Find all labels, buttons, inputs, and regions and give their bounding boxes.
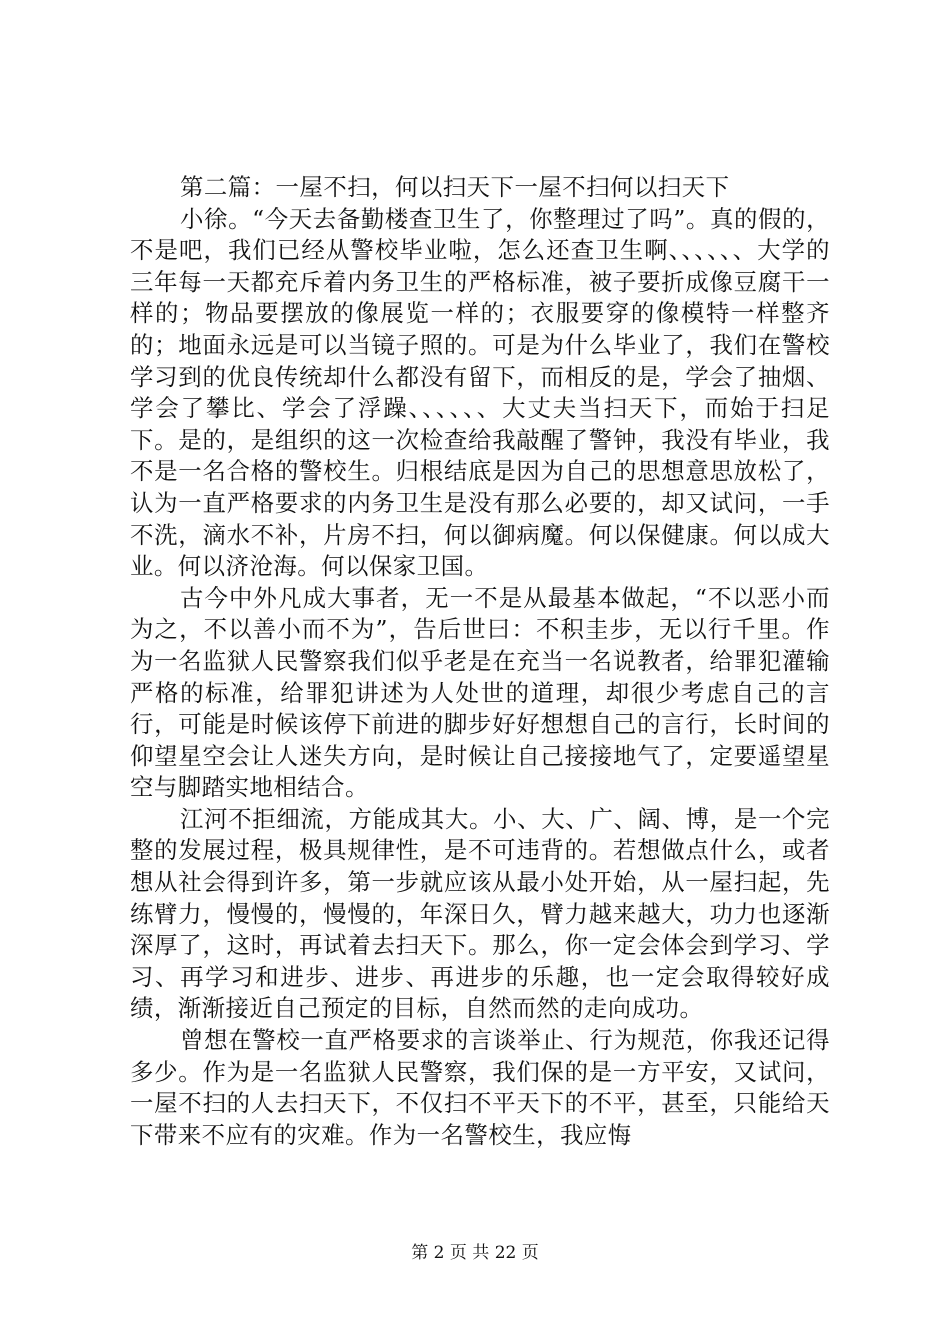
document-body [130,172,830,1151]
document-title: 第二篇：一屋不扫，何以扫天下一屋不扫何以扫天下 [180,173,730,201]
paragraph-1: 小徐。“今天去备勤楼查卫生了，你整理过了吗”。真的假的，不是吧，我们已经从警校毕业啦，怎么还查卫生啊、、、、、、大学的三年每一天都充斥着内务卫生的严格标准，被子要折成像豆腐干一样的；物品要摆放的像展览一样的；衣服要穿的像模特一样整齐的；地面永远是可以当镜子照的。可是为什么毕业了，我们在警校学习到的优良传统却什么都没有留下，而相反的是，学会了抽烟、学会了攀比、学会了浮躁、、、、、、大丈夫当扫天下，而始于扫足下。是的，是组织的这一次检查给我敲醒了警钟，我没有毕业，我不是一名合格的警校生。归根结底是因为自己的思想意思放松了，认为一直严格要求的内务卫生是没有那么必要的，却又试问，一手不洗，滴水不补，片房不扫，何以御病魔。何以保健康。何以成大业。何以济沧海。何以保家卫国。 [130,204,830,581]
paragraph-3: 江河不拒细流，方能成其大。小、大、广、阔、博，是一个完整的发展过程，极具规律性，是不可违背的。若想做点什么，或者想从社会得到许多，第一步就应该从最小处开始，从一屋扫起，先练臂力，慢慢的，慢慢的，年深日久，臂力越来越大，功力也逐渐深厚了，这时，再试着去扫天下。那么，你一定会体会到学习、学习、再学习和进步、进步、再进步的乐趣，也一定会取得较好成绩，渐渐接近自己预定的目标，自然而然的走向成功。 [130,804,830,1023]
paragraph-4: 曾想在警校一直严格要求的言谈举止、行为规范，你我还记得多少。作为是一名监狱人民警察，我们保的是一方平安，又试问，一屋不扫的人去扫天下，不仅扫不平天下的不平，甚至，只能给天下带来不应有的灾难。作为一名警校生，我应悔 [130,1026,830,1149]
page-number-footer: 第 2 页 共 22 页 [411,1243,539,1263]
paragraph-2: 古今中外凡成大事者，无一不是从最基本做起，“不以恶小而为之，不以善小而不为”，告后世曰：不积圭步，无以行千里。作为一名监狱人民警察我们似乎老是在充当一名说教者，给罪犯灌输严格的标准，给罪犯讲述为人处世的道理，却很少考虑自己的言行，可能是时候该停下前进的脚步好好想想自己的言行，长时间的仰望星空会让人迷失方向，是时候让自己接接地气了，定要遥望星空与脚踏实地相结合。 [130,583,830,802]
